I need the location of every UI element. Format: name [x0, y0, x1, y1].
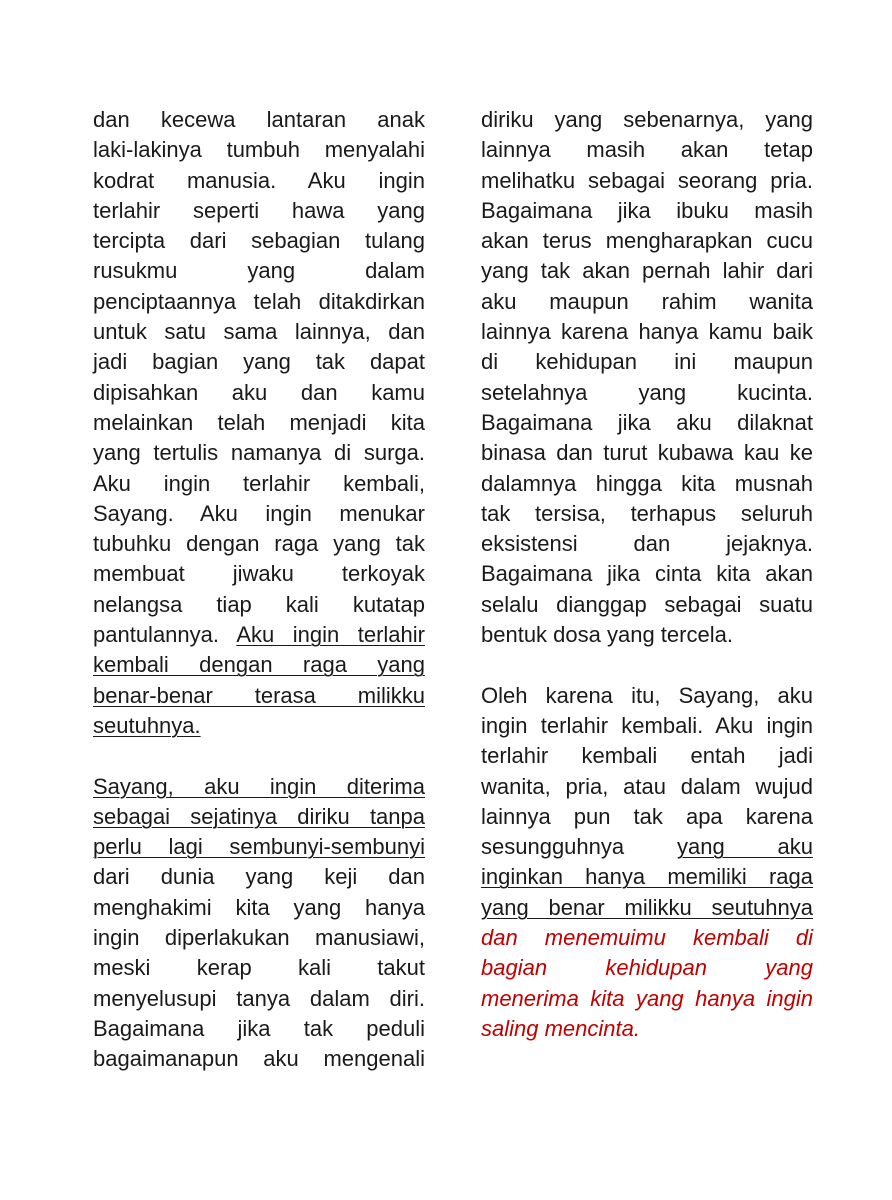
- text-line: [481, 408, 813, 438]
- text-segment: rusukmu yang dalam: [93, 258, 425, 284]
- text-line: [481, 196, 813, 226]
- right-text-column: [481, 105, 813, 1044]
- text-line: [481, 105, 813, 135]
- text-segment: yang tak akan pernah lahir dari: [481, 258, 813, 284]
- text-segment: ingin diperlakukan manusiawi,: [93, 925, 425, 951]
- text-segment: Bagaimana jika aku dilaknat: [481, 409, 813, 435]
- text-line: [481, 984, 813, 1014]
- text-segment: di kehidupan ini maupun: [481, 349, 813, 375]
- text-line: [93, 408, 425, 438]
- text-segment: jadi bagian yang tak dapat: [93, 349, 425, 375]
- text-line: [93, 378, 425, 408]
- text-segment: melainkan telah menjadi kita: [93, 409, 425, 435]
- text-line: [481, 802, 813, 832]
- text-line: [481, 590, 813, 620]
- text-line: [93, 923, 425, 953]
- text-line: [481, 499, 813, 529]
- text-line: [93, 802, 425, 832]
- text-segment: yang tertulis namanya di surga.: [93, 440, 425, 466]
- underlined-text: inginkan hanya memiliki raga: [481, 864, 813, 890]
- text-segment: dan kecewa lantaran anak: [93, 107, 425, 132]
- text-line: [481, 1014, 813, 1044]
- text-segment: terlahir seperti hawa yang: [93, 197, 425, 223]
- text-segment: kodrat manusia. Aku ingin: [93, 167, 425, 193]
- text-segment: menyelusupi tanya dalam diri.: [93, 985, 425, 1011]
- text-line: [93, 620, 425, 650]
- text-segment: dipisahkan aku dan kamu: [93, 379, 425, 405]
- text-line: [481, 741, 813, 771]
- text-segment: penciptaannya telah ditakdirkan: [93, 288, 425, 314]
- text-segment: ingin terlahir kembali. Aku ingin: [481, 712, 813, 738]
- text-line: [481, 135, 813, 165]
- underlined-text: perlu lagi sembunyi-sembunyi: [93, 834, 425, 860]
- text-segment: Oleh karena itu, Sayang, aku: [481, 682, 813, 708]
- paragraph: [481, 105, 813, 650]
- text-segment: tak tersisa, terhapus seluruh: [481, 500, 813, 526]
- text-segment: Sayang. Aku ingin menukar: [93, 500, 425, 526]
- text-segment: nelangsa tiap kali kutatap: [93, 591, 425, 617]
- text-line: [481, 287, 813, 317]
- text-segment: Bagaimana jika cinta kita akan: [481, 561, 813, 587]
- text-segment: terlahir kembali entah jadi: [481, 743, 813, 769]
- text-segment: laki-lakinya tumbuh menyalahi: [93, 137, 425, 163]
- text-segment: lainnya masih akan tetap: [481, 137, 813, 163]
- text-segment: menghakimi kita yang hanya: [93, 894, 425, 920]
- text-line: [481, 923, 813, 953]
- text-segment: binasa dan turut kubawa kau ke: [481, 440, 813, 466]
- text-line: [93, 438, 425, 468]
- text-line: [93, 196, 425, 226]
- paragraph: [481, 681, 813, 1045]
- text-segment: setelahnya yang kucinta.: [481, 379, 813, 405]
- text-line: [93, 256, 425, 286]
- highlighted-text: saling mencinta.: [481, 1015, 640, 1041]
- text-segment: tubuhku dengan raga yang tak: [93, 531, 425, 557]
- paragraph: [93, 772, 425, 1075]
- text-line: [481, 953, 813, 983]
- text-segment: Aku ingin terlahir kembali,: [93, 470, 425, 496]
- text-segment: bentuk dosa yang tercela.: [481, 622, 733, 648]
- text-segment: tercipta dari sebagian tulang: [93, 228, 425, 254]
- underlined-text: sebagai sejatinya diriku tanpa: [93, 803, 425, 829]
- text-segment: lainnya karena hanya kamu baik: [481, 319, 813, 345]
- paragraph: [93, 105, 425, 741]
- text-segment: meski kerap kali takut: [93, 955, 425, 981]
- text-line: [481, 620, 813, 650]
- highlighted-text: menerima kita yang hanya ingin: [481, 985, 813, 1011]
- text-line: [93, 681, 425, 711]
- text-segment: sesungguhnya: [481, 834, 677, 860]
- left-text-column: [93, 105, 425, 1075]
- text-segment: eksistensi dan jejaknya.: [481, 531, 813, 557]
- text-line: [481, 317, 813, 347]
- text-line: [93, 135, 425, 165]
- text-line: [481, 893, 813, 923]
- text-line: [481, 862, 813, 892]
- text-line: [481, 711, 813, 741]
- text-line: [481, 469, 813, 499]
- text-segment: lainnya pun tak apa karena: [481, 803, 813, 829]
- text-segment: melihatku sebagai seorang pria.: [481, 167, 813, 193]
- text-line: [93, 893, 425, 923]
- text-line: [481, 166, 813, 196]
- highlighted-text: dan menemuimu kembali di: [481, 925, 813, 951]
- text-line: [93, 862, 425, 892]
- text-line: [481, 226, 813, 256]
- text-segment: wanita, pria, atau dalam wujud: [481, 773, 813, 799]
- underlined-text: yang aku: [676, 834, 813, 860]
- text-line: [93, 590, 425, 620]
- text-line: [481, 529, 813, 559]
- text-segment: membuat jiwaku terkoyak: [93, 561, 425, 587]
- text-line: [93, 317, 425, 347]
- text-line: [93, 347, 425, 377]
- text-line: [93, 984, 425, 1014]
- text-line: [481, 378, 813, 408]
- underlined-text: seutuhnya.: [93, 712, 201, 738]
- text-line: [93, 559, 425, 589]
- underlined-text: benar-benar terasa milikku: [93, 682, 425, 708]
- text-line: [93, 287, 425, 317]
- text-line: [481, 438, 813, 468]
- text-line: [93, 226, 425, 256]
- text-line: [93, 650, 425, 680]
- underlined-text: yang benar milikku seutuhnya: [481, 894, 813, 920]
- text-line: [93, 469, 425, 499]
- text-segment: akan terus mengharapkan cucu: [481, 228, 813, 254]
- text-segment: dari dunia yang keji dan: [93, 864, 425, 890]
- text-line: [93, 166, 425, 196]
- text-segment: Bagaimana jika tak peduli: [93, 1015, 425, 1041]
- text-line: [93, 953, 425, 983]
- text-segment: Bagaimana jika ibuku masih: [481, 197, 813, 223]
- text-line: [481, 559, 813, 589]
- text-line: [93, 772, 425, 802]
- text-segment: selalu dianggap sebagai suatu: [481, 591, 813, 617]
- text-line: [93, 499, 425, 529]
- text-segment: pantulannya.: [93, 622, 237, 648]
- text-segment: dalamnya hingga kita musnah: [481, 470, 813, 496]
- text-line: [93, 1014, 425, 1044]
- text-line: [481, 347, 813, 377]
- text-segment: untuk satu sama lainnya, dan: [93, 319, 425, 345]
- text-line: [93, 105, 425, 135]
- underlined-text: Aku ingin terlahir: [236, 622, 425, 648]
- text-line: [93, 711, 425, 741]
- text-line: [481, 832, 813, 862]
- text-line: [93, 529, 425, 559]
- underlined-text: kembali dengan raga yang: [93, 652, 425, 678]
- text-line: [93, 1044, 425, 1074]
- text-line: [481, 256, 813, 286]
- text-segment: bagaimanapun aku mengenali: [93, 1046, 425, 1072]
- underlined-text: Sayang, aku ingin diterima: [93, 773, 425, 799]
- text-line: [93, 832, 425, 862]
- text-line: [481, 772, 813, 802]
- text-segment: diriku yang sebenarnya, yang: [481, 107, 813, 132]
- text-segment: aku maupun rahim wanita: [481, 288, 813, 314]
- text-line: [481, 681, 813, 711]
- highlighted-text: bagian kehidupan yang: [481, 955, 813, 981]
